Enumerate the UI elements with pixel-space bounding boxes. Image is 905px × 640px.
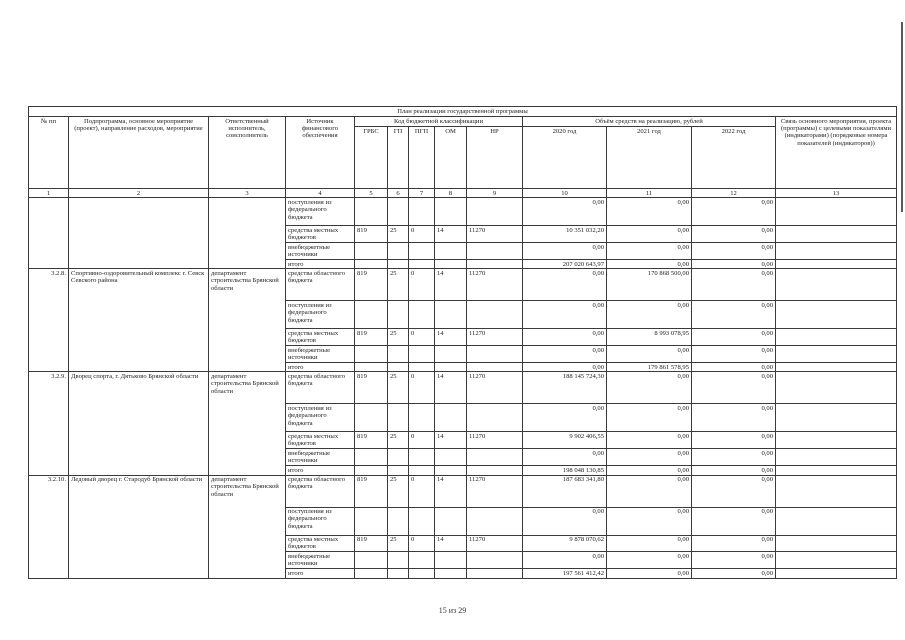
col-number: 2 [69,189,209,198]
pgp-cell: 0 [409,329,435,346]
om-cell: 14 [435,432,467,449]
value-2022-cell: 0,00 [692,260,776,269]
grbs-cell [355,363,388,372]
grbs-cell: 819 [355,329,388,346]
item-name-cell: Спортивно-оздоровительный комплекс г. Севск Севского района [69,269,209,372]
table-row [29,198,897,226]
source-cell: поступления из федерального бюджета [286,507,355,535]
pgp-cell: 0 [409,475,435,507]
gp-cell [388,363,409,372]
indicator-link-cell [776,372,897,404]
gp-cell: 25 [388,269,409,301]
pgp-cell: 0 [409,226,435,243]
source-cell: поступления из федерального бюджета [286,198,355,226]
source-cell: поступления из федерального бюджета [286,404,355,432]
source-cell: внебюджетные источники [286,552,355,569]
pgp-cell [409,569,435,578]
np-cell: 11270 [467,432,523,449]
item-name-cell: Ледовый дворец г. Стародуб Брянской области [69,475,209,578]
value-2021-cell: 0,00 [607,346,692,363]
value-2020-cell: 0,00 [523,269,607,301]
grbs-cell [355,507,388,535]
np-cell: 11270 [467,329,523,346]
value-2022-cell: 0,00 [692,329,776,346]
source-cell: средства местных бюджетов [286,535,355,552]
item-executor-cell: департамент строительства Брянской области [209,475,286,578]
grbs-cell [355,404,388,432]
indicator-link-cell [776,346,897,363]
indicator-link-cell [776,475,897,507]
value-2022-cell: 0,00 [692,432,776,449]
value-2022-cell: 0,00 [692,507,776,535]
value-2021-cell: 0,00 [607,404,692,432]
source-cell: итого [286,260,355,269]
np-cell: 11270 [467,535,523,552]
value-2022-cell: 0,00 [692,372,776,404]
np-cell [467,466,523,475]
value-2022-cell: 0,00 [692,243,776,260]
gp-cell [388,449,409,466]
pgp-cell [409,346,435,363]
table-row [29,269,897,301]
gp-cell: 25 [388,329,409,346]
col-number: 4 [286,189,355,198]
indicator-link-cell [776,226,897,243]
value-2020-cell: 0,00 [523,507,607,535]
value-2022-cell: 0,00 [692,404,776,432]
table-row [29,475,897,507]
indicator-link-cell [776,466,897,475]
value-2022-cell: 0,00 [692,198,776,226]
gp-cell [388,466,409,475]
value-2021-cell: 0,00 [607,260,692,269]
col-number: 1 [29,189,69,198]
grbs-cell [355,301,388,329]
value-2020-cell: 0,00 [523,449,607,466]
col-number: 3 [209,189,286,198]
value-2021-cell: 0,00 [607,432,692,449]
source-cell: средства местных бюджетов [286,226,355,243]
item-executor-cell: департамент строительства Брянской области [209,269,286,372]
pgp-cell [409,552,435,569]
np-cell [467,552,523,569]
gp-cell [388,507,409,535]
gp-cell: 25 [388,475,409,507]
om-cell [435,198,467,226]
header-row [29,117,897,127]
header-budget-code: Код бюджетной классификации [355,117,523,127]
np-cell [467,198,523,226]
indicator-link-cell [776,329,897,346]
om-cell [435,260,467,269]
value-2021-cell: 0,00 [607,466,692,475]
page-edge-shadow [901,22,903,212]
program-plan-sheet [28,106,896,579]
page-number: 15 из 29 [438,606,467,615]
value-2022-cell: 0,00 [692,269,776,301]
np-cell [467,404,523,432]
indicator-link-cell [776,198,897,226]
indicator-link-cell [776,243,897,260]
value-2021-cell: 179 861 578,95 [607,363,692,372]
value-2021-cell: 8 993 078,95 [607,329,692,346]
pgp-cell [409,260,435,269]
table-title-row [29,107,897,117]
source-cell: итого [286,466,355,475]
item-name-cell: Дворец спорта, г. Дятьково Брянской области [69,372,209,475]
indicator-link-cell [776,432,897,449]
table-title: План реализации государственной программы [29,107,897,117]
value-2021-cell: 0,00 [607,301,692,329]
value-2020-cell: 0,00 [523,198,607,226]
item-executor-cell: департамент строительства Брянской области [209,372,286,475]
header-pgp: ПГП [409,127,435,189]
om-cell: 14 [435,329,467,346]
indicator-link-cell [776,363,897,372]
header-2022: 2022 год [692,127,776,189]
source-cell: итого [286,569,355,578]
value-2020-cell: 187 683 341,80 [523,475,607,507]
om-cell: 14 [435,226,467,243]
gp-cell [388,346,409,363]
om-cell [435,243,467,260]
value-2020-cell: 207 020 643,97 [523,260,607,269]
col-number: 7 [409,189,435,198]
om-cell [435,301,467,329]
value-2021-cell: 170 868 500,00 [607,269,692,301]
header-volume: Объём средств на реализацию, рублей [523,117,776,127]
gp-cell: 25 [388,535,409,552]
np-cell [467,363,523,372]
value-2021-cell: 0,00 [607,198,692,226]
grbs-cell [355,569,388,578]
om-cell [435,569,467,578]
value-2021-cell: 0,00 [607,507,692,535]
np-cell [467,449,523,466]
gp-cell [388,243,409,260]
value-2021-cell: 0,00 [607,449,692,466]
source-cell: итого [286,363,355,372]
grbs-cell: 819 [355,269,388,301]
item-number-cell [29,198,69,269]
header-om: ОМ [435,127,467,189]
gp-cell [388,552,409,569]
header-grbs: ГРБС [355,127,388,189]
grbs-cell [355,449,388,466]
item-name-cell [69,198,209,269]
col-number: 8 [435,189,467,198]
gp-cell: 25 [388,432,409,449]
grbs-cell: 819 [355,475,388,507]
indicator-link-cell [776,449,897,466]
item-number-cell: 3.2.9. [29,372,69,475]
gp-cell [388,260,409,269]
header-subprogram: Подпрограмма, основное мероприятие (проект), направление расходов, мероприятие [69,117,209,189]
np-cell [467,569,523,578]
value-2020-cell: 197 561 412,42 [523,569,607,578]
col-number: 6 [388,189,409,198]
om-cell [435,363,467,372]
grbs-cell: 819 [355,535,388,552]
source-cell: средства областного бюджета [286,269,355,301]
gp-cell [388,301,409,329]
grbs-cell [355,198,388,226]
value-2020-cell: 0,00 [523,329,607,346]
pgp-cell [409,363,435,372]
col-number: 11 [607,189,692,198]
source-cell: средства местных бюджетов [286,329,355,346]
source-cell: внебюджетные источники [286,449,355,466]
source-cell: средства областного бюджета [286,372,355,404]
np-cell [467,243,523,260]
pgp-cell: 0 [409,535,435,552]
np-cell [467,346,523,363]
value-2022-cell: 0,00 [692,346,776,363]
item-executor-cell [209,198,286,269]
value-2021-cell: 0,00 [607,226,692,243]
indicator-link-cell [776,569,897,578]
value-2022-cell: 0,00 [692,449,776,466]
np-cell [467,507,523,535]
om-cell [435,552,467,569]
pgp-cell [409,404,435,432]
pgp-cell [409,243,435,260]
value-2020-cell: 198 048 130,85 [523,466,607,475]
value-2020-cell: 188 145 724,30 [523,372,607,404]
grbs-cell [355,466,388,475]
om-cell: 14 [435,372,467,404]
col-number: 5 [355,189,388,198]
value-2020-cell: 10 351 032,20 [523,226,607,243]
om-cell: 14 [435,535,467,552]
indicator-link-cell [776,260,897,269]
np-cell: 11270 [467,372,523,404]
source-cell: средства местных бюджетов [286,432,355,449]
value-2020-cell: 0,00 [523,552,607,569]
table-row [29,372,897,404]
col-number: 13 [776,189,897,198]
gp-cell [388,198,409,226]
value-2021-cell: 0,00 [607,372,692,404]
header-link: Связь основного мероприятия, проекта (программы) с целевыми показателями (индикаторами) (порядковые номера показателей (индикаторов)) [776,117,897,189]
value-2022-cell: 0,00 [692,552,776,569]
indicator-link-cell [776,269,897,301]
om-cell [435,346,467,363]
item-number-cell: 3.2.8. [29,269,69,372]
indicator-link-cell [776,301,897,329]
gp-cell: 25 [388,226,409,243]
gp-cell [388,569,409,578]
grbs-cell [355,243,388,260]
header-gp: ГП [388,127,409,189]
pgp-cell [409,466,435,475]
grbs-cell: 819 [355,372,388,404]
grbs-cell [355,260,388,269]
om-cell: 14 [435,269,467,301]
header-2020: 2020 год [523,127,607,189]
value-2020-cell: 0,00 [523,363,607,372]
value-2022-cell: 0,00 [692,226,776,243]
item-number-cell: 3.2.10. [29,475,69,578]
value-2020-cell: 0,00 [523,404,607,432]
om-cell [435,466,467,475]
pgp-cell: 0 [409,432,435,449]
om-cell [435,404,467,432]
pgp-cell: 0 [409,372,435,404]
grbs-cell [355,552,388,569]
np-cell: 11270 [467,475,523,507]
indicator-link-cell [776,507,897,535]
source-cell: внебюджетные источники [286,346,355,363]
np-cell [467,301,523,329]
indicator-link-cell [776,404,897,432]
value-2021-cell: 0,00 [607,569,692,578]
pgp-cell: 0 [409,269,435,301]
indicator-link-cell [776,552,897,569]
value-2020-cell: 0,00 [523,301,607,329]
grbs-cell: 819 [355,432,388,449]
pgp-cell [409,301,435,329]
value-2022-cell: 0,00 [692,363,776,372]
value-2020-cell: 9 902 406,55 [523,432,607,449]
gp-cell: 25 [388,372,409,404]
pgp-cell [409,198,435,226]
header-2021: 2021 год [607,127,692,189]
header-source: Источник финансового обеспечения [286,117,355,189]
value-2021-cell: 0,00 [607,475,692,507]
pgp-cell [409,449,435,466]
program-plan-table [28,106,897,579]
value-2020-cell: 0,00 [523,346,607,363]
value-2022-cell: 0,00 [692,301,776,329]
header-num: № пп [29,117,69,189]
value-2020-cell: 9 878 070,62 [523,535,607,552]
grbs-cell: 819 [355,226,388,243]
np-cell [467,260,523,269]
value-2020-cell: 0,00 [523,243,607,260]
source-cell: средства областного бюджета [286,475,355,507]
np-cell: 11270 [467,269,523,301]
value-2022-cell: 0,00 [692,569,776,578]
om-cell [435,449,467,466]
np-cell: 11270 [467,226,523,243]
om-cell [435,507,467,535]
header-executor: Ответственный исполнитель, соисполнитель [209,117,286,189]
indicator-link-cell [776,535,897,552]
col-number: 9 [467,189,523,198]
value-2021-cell: 0,00 [607,535,692,552]
value-2022-cell: 0,00 [692,475,776,507]
om-cell: 14 [435,475,467,507]
value-2022-cell: 0,00 [692,535,776,552]
value-2021-cell: 0,00 [607,243,692,260]
col-number: 12 [692,189,776,198]
gp-cell [388,404,409,432]
value-2022-cell: 0,00 [692,466,776,475]
header-np: НР [467,127,523,189]
source-cell: поступления из федерального бюджета [286,301,355,329]
col-number: 10 [523,189,607,198]
source-cell: внебюджетные источники [286,243,355,260]
grbs-cell [355,346,388,363]
value-2021-cell: 0,00 [607,552,692,569]
column-numbers-row [29,189,897,198]
pgp-cell [409,507,435,535]
